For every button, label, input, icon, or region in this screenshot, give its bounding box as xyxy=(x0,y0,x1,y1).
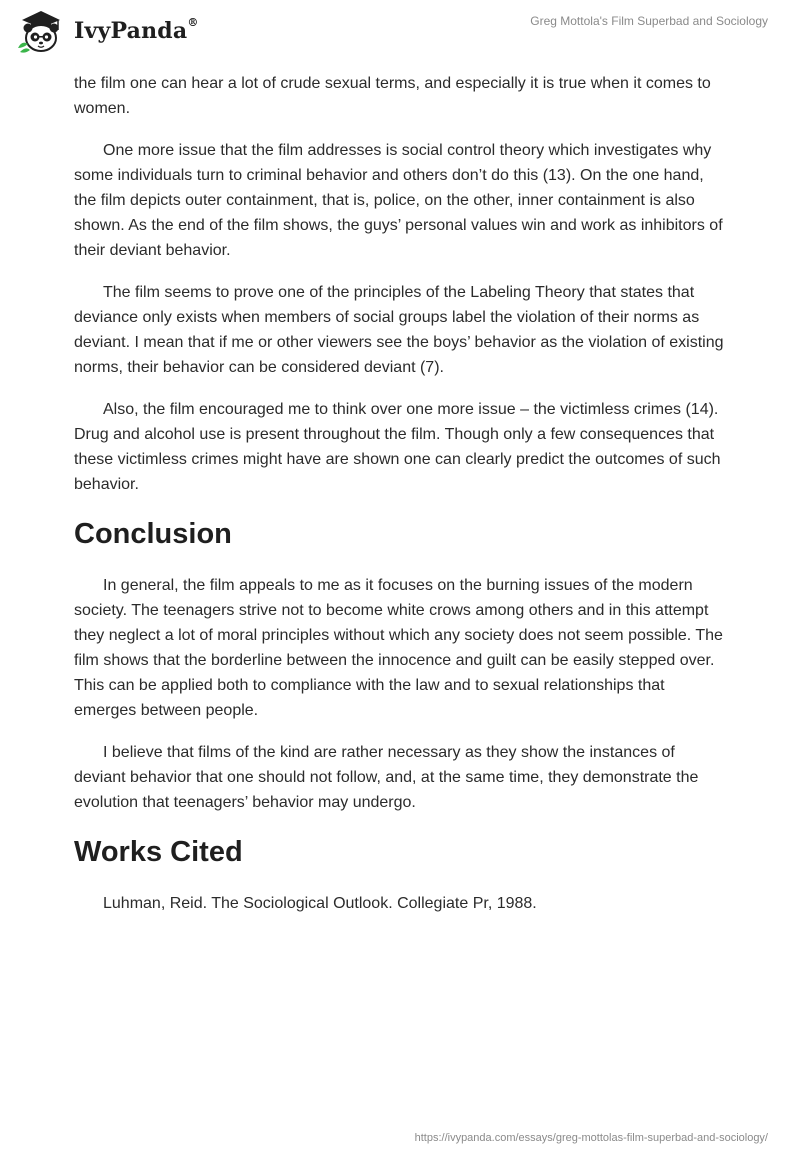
paragraph: One more issue that the film addresses is social control theory which investigates why some individuals turn to criminal behavior and others don’t do this (13). On the one hand, the film depicts outer containment, that is, police, on the other, inner containment is also shown. As the end of the film shows, the guys’ personal values win and work as inhibitors of their deviant behavior. xyxy=(74,142,723,259)
ivypanda-logo[interactable] xyxy=(14,8,199,54)
citation-entry: Luhman, Reid. The Sociological Outlook. Collegiate Pr, 1988. xyxy=(103,895,537,912)
panda-graduate-icon xyxy=(14,8,66,54)
paragraph: Also, the film encouraged me to think over one more issue – the victimless crimes (14). Drug and alcohol use is present throughout the film. Though only a few consequences that these victimless crimes might have are shown one can clearly predict the outcomes of such behavior. xyxy=(74,401,721,493)
paragraph: In general, the film appeals to me as it focuses on the burning issues of the modern society. The teenagers strive not to become white crows among others and in this attempt they neglect a lot of moral principles without which any society does not seem possible. The film shows that the borderline between the innocence and guilt can be easily stepped over. This can be applied both to compliance with the law and to sexual relationships that emerges between people. xyxy=(74,577,723,719)
registered-mark: ® xyxy=(187,16,199,29)
paragraph: the film one can hear a lot of crude sexual terms, and especially it is true when it comes to women. xyxy=(74,75,711,117)
works-cited-heading: Works Cited xyxy=(74,836,243,868)
page-header xyxy=(0,0,800,64)
essay-content xyxy=(74,71,724,933)
source-url[interactable]: https://ivypanda.com/essays/greg-mottolas-film-superbad-and-sociology/ xyxy=(414,1132,768,1144)
brand-name: IvyPanda® xyxy=(74,16,199,44)
conclusion-heading: Conclusion xyxy=(74,518,232,550)
document-title: Greg Mottola's Film Superbad and Sociology xyxy=(530,14,768,28)
paragraph: The film seems to prove one of the principles of the Labeling Theory that states that deviance only exists when members of social groups label the violation of their norms as deviant. I mean that if me or other viewers see the boys’ behavior as the violation of existing norms, their behavior can be considered deviant (7). xyxy=(74,284,724,376)
paragraph: I believe that films of the kind are rather necessary as they show the instances of deviant behavior that one should not follow, and, at the same time, they demonstrate the evolution that teenagers’ behavior may undergo. xyxy=(74,744,699,811)
